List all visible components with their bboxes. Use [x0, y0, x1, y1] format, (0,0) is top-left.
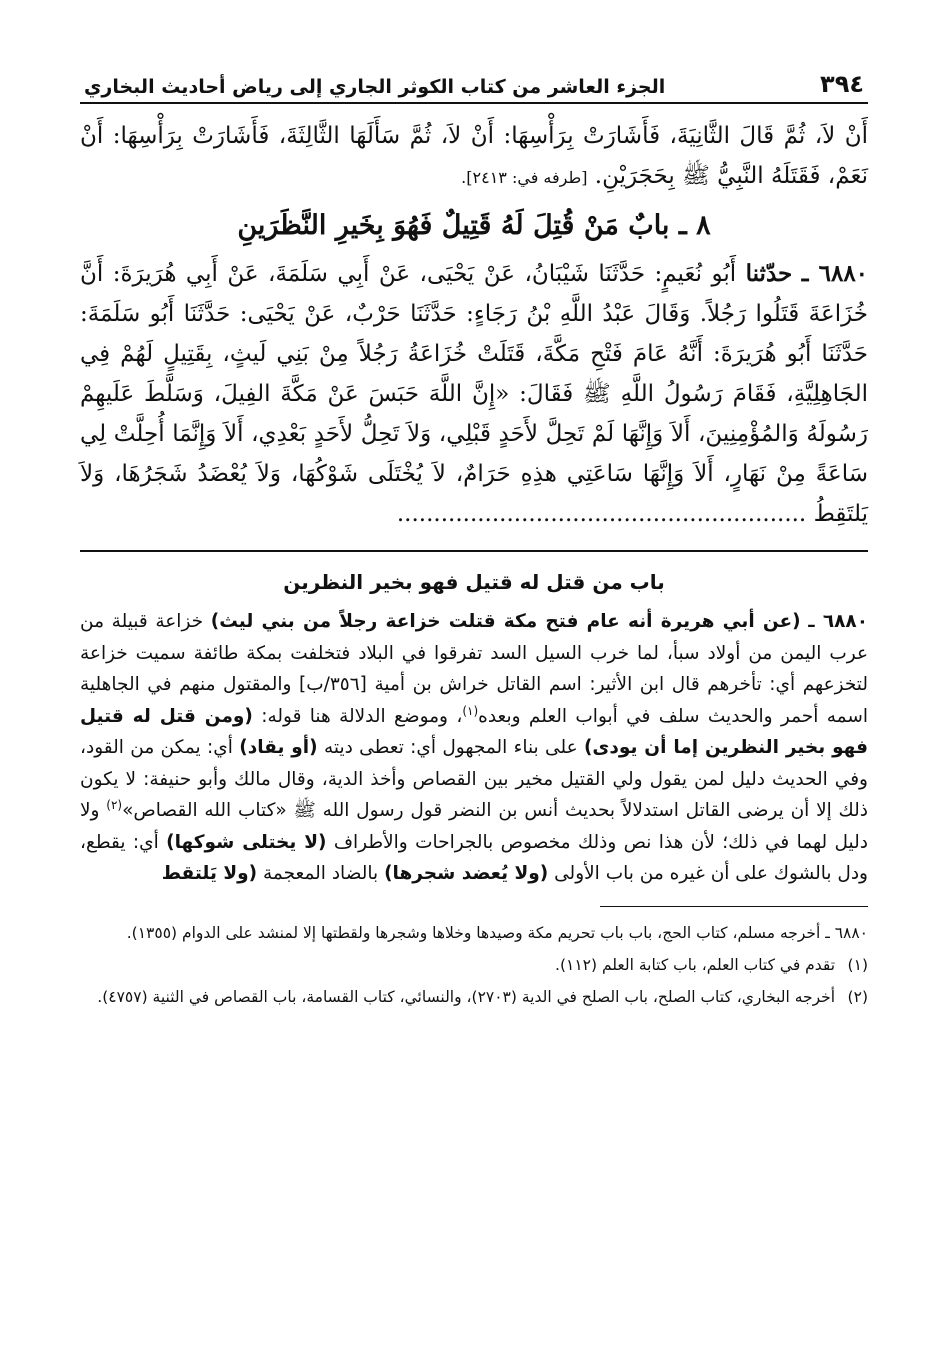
commentary-text: على بناء المجهول أي: تعطى ديته [323, 737, 578, 758]
hadith-number: ٦٨٨٠ ـ [801, 260, 869, 287]
commentary-heading: باب من قتل له قتيل فهو بخير النظرين [283, 570, 665, 594]
section-separator [80, 550, 868, 552]
footnote-marker-2[interactable]: (٢) [106, 797, 123, 812]
commentary-text: ولا دليل لهما في ذلك؛ لأن هذا نص وذلك مخصوص بالجراحات والأطراف [80, 800, 868, 853]
footnote-rule [600, 906, 868, 907]
footnote-main: ٦٨٨٠ ـ أخرجه مسلم، كتاب الحج، باب باب تحريم مكة وصيدها وخلاها وشجرها ولقطتها إلا لمنشد على الدوام (١٣٥٥). [126, 923, 868, 942]
hadith-text-block [80, 254, 868, 534]
commentary-text: بالضاد المعجمة [262, 863, 379, 884]
running-title: الجزء العاشر من كتاب الكوثر الجاري إلى رياض أحاديث البخاري [84, 76, 666, 98]
commentary-quote: (ومن قتل له قتيل فهو بخير النظرين إما أن يودى) [80, 705, 868, 758]
footnote-marker-1[interactable]: (١) [462, 703, 479, 718]
commentary-text: أي: يمكن من القود، وفي الحديث دليل لمن يقول ولي القتيل مخير بين القصاص وأخذ الدية، وقال مالك وأبو حنيفة: لا يكون ذلك إلا أن يرضى القاتل استدلالاً بحديث أنس بن النضر قول رسول الله ﷺ «كتاب الله القصاص» [80, 737, 868, 821]
commentary-paragraph [80, 606, 868, 890]
commentary-quote: (ولا يَلتقط [161, 863, 258, 884]
hadith-text: أَبُو نُعَيمٍ: حَدَّثَنَا شَيْبَانُ، عَنْ يَحْيَى، عَنْ أَبِي سَلَمَةَ، عَنْ أَبِي هُرَيرَةَ: أَنَّ خُزَاعَةَ قَتَلُوا رَجُلاً. وَقَالَ عَبْدُ اللَّهِ بْنُ رَجَاءٍ: حَدَّثَنَا حَرْبٌ، عَنْ يَحْيَى: حَدَّثَنَا أَبُو سَلَمَةَ: حَدَّثَنَا أَبُو هُرَيرَةَ: أَنَّهُ عَامَ فَتْحِ مَكَّةَ، قَتَلَتْ خُزَاعَةُ رَجُلاً مِنْ بَنِي لَيثٍ، بِقَتِيلٍ لَهُمْ فِي الجَاهِلِيَّةِ، فَقَامَ رَسُولُ اللَّهِ ﷺ فَقَالَ: «إِنَّ اللَّهَ حَبَسَ عَنْ مَكَّةَ الفِيلَ، وَسَلَّطَ عَلَيهِمْ رَسُولَهُ وَالمُؤْمِنِينَ، أَلاَ وَإِنَّهَا لَمْ تَحِلَّ لأَحَدٍ قَبْلِي، وَلاَ تَحِلُّ لأَحَدٍ بَعْدِي، أَلاَ وَإِنَّمَا أُحِلَّتْ لِي سَاعَةً مِنْ نَهَارٍ، أَلاَ وَإِنَّهَا سَاعَتِي هذِهِ حَرَامٌ، لاَ يُخْتَلَى شَوْكُهَا، وَلاَ يُعْضَدُ شَجَرُهَا، وَلاَ يَلتَقِطُ [80, 261, 868, 527]
previous-hadith-ending [80, 116, 868, 198]
footnote-2-text: أخرجه البخاري، كتاب الصلح، باب الصلح في الدية (٢٧٠٣)، والنسائي، كتاب القسامة، باب القصاص في الثنية (٤٧٥٧). [97, 987, 836, 1006]
previous-hadith-reference: [طرفه في: ٢٤١٣]. [461, 168, 588, 187]
commentary-text: ، وموضع الدلالة هنا قوله: [261, 705, 463, 727]
commentary-quote: (ولا يُعضد شجرها) [384, 863, 549, 884]
footnote-2 [80, 983, 868, 1011]
commentary-quote: (لا يختلى شوكها) [166, 831, 327, 853]
footnote-2-number: (٢) [847, 987, 868, 1006]
footnote-1 [80, 951, 868, 979]
hadith-lead: حدّثنا [745, 260, 793, 287]
commentary-body [80, 606, 868, 890]
running-header [80, 62, 868, 104]
commentary-hadith-number: ٦٨٨٠ ـ [808, 611, 868, 632]
hadith-continuation-dots: ........................................................ [396, 501, 807, 527]
commentary-text: خزاعة قبيلة من عرب اليمن من أولاد سبأ، لما خرب السيل السد تفرقوا في البلاد فتخلفت بمكة طائفة سميت خزاعة لتخزعهم أي: تأخرهم قال ابن الأثير: اسم القاتل خراش بن أمية [٣٥٦/ب] والمقتول منهم في الجاهلية اسمه أحمر والحديث سلف في أبواب العلم وبعده [80, 611, 868, 727]
commentary-quote: (أو يقاد) [239, 737, 318, 758]
commentary-quote: (عن أبي هريرة أنه عام فتح مكة قتلت خزاعة رجلاً من بني ليث) [210, 611, 801, 632]
footnote-1-number: (١) [847, 955, 868, 974]
previous-hadith-text: أَنْ لاَ، ثُمَّ قَالَ الثَّانِيَةَ، فَأَشَارَتْ بِرَأْسِهَا: أَنْ لاَ، ثُمَّ سَأَلَهَا الثَّالِثَةَ، فَأَشَارَتْ بِرَأْسِهَا: أَنْ نَعَمْ، فَقَتَلَهُ النَّبِيُّ ﷺ بِحَجَرَيْنِ. [80, 123, 868, 189]
page [80, 62, 868, 1015]
commentary-text: أي: يقطع، ودل بالشوك على أن غيره من باب الأولى [80, 831, 868, 884]
chapter-heading: ٨ ـ بابٌ مَنْ قُتِلَ لَهُ قَتِيلٌ فَهُوَ بِخَيرِ النَّظَرَينِ [237, 210, 711, 241]
footnotes [80, 919, 868, 1011]
page-number: ٣٩٤ [820, 70, 864, 98]
footnote-1-text: تقدم في كتاب العلم، باب كتابة العلم (١١٢). [555, 955, 836, 974]
